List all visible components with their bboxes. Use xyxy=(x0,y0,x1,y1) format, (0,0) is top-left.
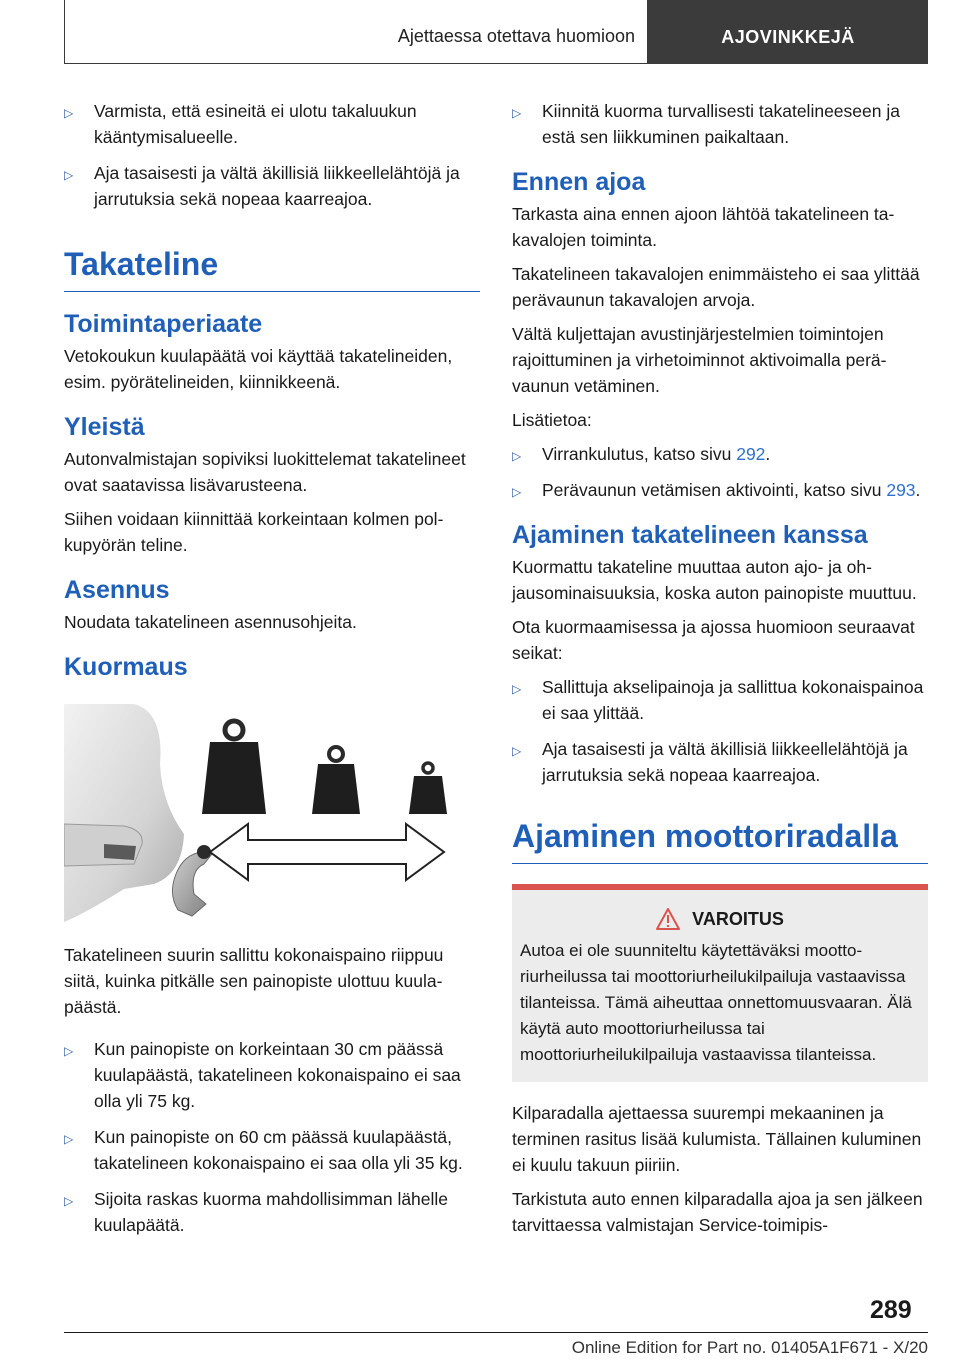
chapter-tab: AJOVINKKEJÄ xyxy=(648,0,928,64)
section-heading-installation: Asennus xyxy=(64,576,170,604)
paragraph: Noudata takatelineen asennusohjeita. xyxy=(64,612,357,632)
car-bumper-shape xyxy=(64,704,184,922)
list-item: ▷ Kun painopiste on 60 cm päässä kuulapäästä, takatelineen kokonaispaino ei saa olla yli 35 kg. xyxy=(64,1127,463,1173)
triangle-right-icon: ▷ xyxy=(64,106,74,120)
paragraph: Kilparadalla ajettaessa suurempi mekaaninen ja terminen rasitus lisää kulumista. Tällainen kuluminen ei kuulu takuun piiriin. xyxy=(512,1103,922,1175)
triangle-right-icon: ▷ xyxy=(64,1194,74,1208)
paragraph: Kuormattu takateline muuttaa auton ajo- ja ohjausominaisuuksia, koska auton painopiste muuttuu. xyxy=(512,557,917,603)
paragraph: Tarkasta aina ennen ajoon lähtöä takatelineen takavalojen toiminta. xyxy=(512,204,895,250)
driving-bullet-list xyxy=(512,674,928,788)
section-heading-before-driving: Ennen ajoa xyxy=(512,168,646,196)
paragraph: Siihen voidaan kiinnittää korkeintaan kolmen polkupyörän teline. xyxy=(64,509,444,555)
triangle-right-icon: ▷ xyxy=(64,168,74,182)
reference-list xyxy=(512,441,928,503)
tow-hitch-weights-figure xyxy=(64,704,480,922)
right-column xyxy=(512,98,928,1246)
top-bullet-list xyxy=(512,98,928,150)
weight-medium-icon xyxy=(312,747,360,814)
paragraph: Vetokoukun kuulapäätä voi käyttää takatelineiden, esim. pyörätelineiden, kiinnikkeenä. xyxy=(64,346,453,392)
page-number: 289 xyxy=(870,1296,912,1324)
warning-text: Autoa ei ole suunniteltu käytettäväksi moottoriurheilussa tai moottoriurheilukilpailuja vastaavissa tilanteissa. Tämä aiheuttaa onnettomuusvaaran. Älä käytä auto moottoriurheilussa tai moottoriurheilukilpailuja vastaavissa tilanteissa. xyxy=(520,941,912,1064)
footer-divider xyxy=(64,1332,928,1333)
page-link-292[interactable]: 292 xyxy=(736,444,766,464)
triangle-right-icon: ▷ xyxy=(512,485,522,499)
intro-bullet-list xyxy=(64,98,480,212)
paragraph: Takatelineen takavalojen enimmäisteho ei saa ylittää perävaunun takavalojen arvoja. xyxy=(512,264,920,310)
weight-small-icon xyxy=(409,763,447,814)
list-item: ▷ Sijoita raskas kuorma mahdollisimman lähelle kuulapäätä. xyxy=(64,1189,449,1235)
triangle-right-icon: ▷ xyxy=(512,449,522,463)
paragraph: Autonvalmistajan sopiviksi luokittelemat takatelineet ovat saatavissa lisävarusteena. xyxy=(64,449,466,495)
chapter-heading-racetrack: Ajaminen moottoriradalla xyxy=(512,818,928,864)
warning-box xyxy=(512,884,928,1082)
page-header xyxy=(64,0,928,64)
triangle-right-icon: ▷ xyxy=(64,1132,74,1146)
load-distribution-illustration xyxy=(64,704,480,922)
list-item: ▷ Varmista, että esineitä ei ulotu takaluukun kääntymisalueelle. xyxy=(64,101,417,147)
list-item: ▷ Virrankulutus, katso sivu 292. xyxy=(512,441,928,467)
paragraph: Vältä kuljettajan avustinjärjestelmien toimintojen rajoittuminen ja virhetoiminnot aktivoimalla perävaunun vetäminen. xyxy=(512,324,887,396)
double-arrow-icon xyxy=(210,824,444,880)
page-link-293[interactable]: 293 xyxy=(886,480,916,500)
triangle-right-icon: ▷ xyxy=(512,744,522,758)
list-item: ▷ Sallittuja akselipainoja ja sallittua kokonaispainoa ei saa ylittää. xyxy=(512,677,924,723)
triangle-right-icon: ▷ xyxy=(512,682,522,696)
warning-title: VAROITUS xyxy=(520,908,920,930)
chapter-heading: Takateline xyxy=(64,246,480,292)
paragraph: Lisätietoa: xyxy=(512,410,592,430)
section-heading-loading: Kuormaus xyxy=(64,653,188,681)
section-heading-general: Yleistä xyxy=(64,413,145,441)
triangle-right-icon: ▷ xyxy=(512,106,522,120)
paragraph: Tarkistuta auto ennen kilparadalla ajoa ja sen jälkeen tarvittaessa valmistajan Service-toimipis- xyxy=(512,1189,923,1235)
list-item: ▷ Kiinnitä kuorma turvallisesti takatelineeseen ja estä sen liikkuminen paikaltaan. xyxy=(512,101,900,147)
list-item: ▷ Aja tasaisesti ja vältä äkillisiä liikkeellelähtöjä ja jarrutuksia sekä nopeaa kaarreajoa. xyxy=(512,739,908,785)
warning-triangle-icon xyxy=(656,908,680,930)
paragraph: Ota kuormaamisessa ja ajossa huomioon seuraavat seikat: xyxy=(512,617,915,663)
section-heading-principle: Toimintaperiaate xyxy=(64,310,263,338)
paragraph: Takatelineen suurin sallittu kokonaispaino riippuu siitä, kuinka pitkälle sen painopiste ulottuu kuulapäästä. xyxy=(64,945,444,1017)
list-item: ▷ Kun painopiste on korkeintaan 30 cm päässä kuulapäästä, takatelineen kokonaispaino ei saa olla yli 75 kg. xyxy=(64,1039,461,1111)
list-item: ▷ Perävaunun vetämisen aktivointi, katso sivu 293. xyxy=(512,477,928,503)
section-title: Ajettaessa otettava huomioon xyxy=(64,0,648,64)
left-column xyxy=(64,98,480,1248)
loading-bullet-list xyxy=(64,1036,480,1238)
section-heading-driving-with-rack: Ajaminen takatelineen kanssa xyxy=(512,521,868,549)
weight-large-icon xyxy=(202,721,266,814)
triangle-right-icon: ▷ xyxy=(64,1044,74,1058)
list-item: ▷ Aja tasaisesti ja vältä äkillisiä liikkeellelähtöjä ja jarrutuksia sekä nopeaa kaarreajoa. xyxy=(64,163,460,209)
edition-footer: Online Edition for Part no. 01405A1F671 - X/20 xyxy=(571,1338,928,1357)
